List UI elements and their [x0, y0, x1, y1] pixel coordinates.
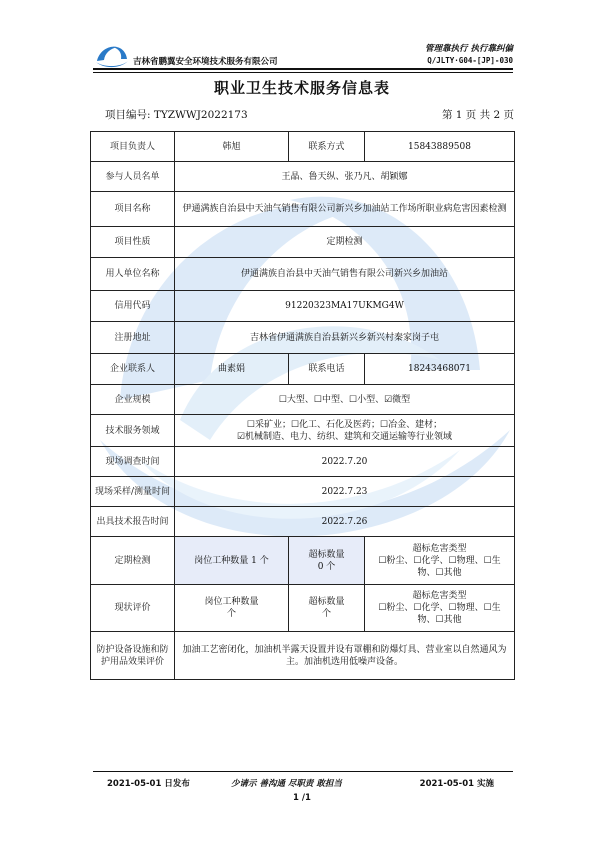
page-header	[0, 0, 604, 80]
sampling-time-value: 2022.7.23	[175, 477, 515, 507]
table-row	[91, 507, 515, 537]
company-logo-icon	[95, 43, 129, 69]
table-row	[91, 291, 515, 322]
survey-time-label: 现场调查时间	[91, 447, 175, 477]
header-rule-thick	[93, 68, 513, 70]
page-title: 职业卫生技术服务信息表	[213, 79, 390, 97]
status-exceed-count	[289, 585, 365, 632]
info-table	[90, 131, 515, 680]
survey-time-value: 2022.7.20	[175, 447, 515, 477]
enterprise-contact-label: 企业联系人	[91, 354, 175, 385]
protection-eval-label: 防护设备设施和防护用品效果评价	[91, 632, 175, 680]
protection-eval-value: 加油工艺密闭化，加油机半露天设置并设有罩棚和防爆灯具、营业室以自然通风为主。加油机选用低噪声设备。	[175, 632, 515, 680]
status-hazard-title: 超标危害类型	[412, 591, 467, 601]
table-row	[91, 227, 515, 258]
periodic-posts-value: 岗位工种数量 1 个	[175, 537, 289, 585]
header-rule-thin	[93, 72, 513, 73]
project-name-value: 伊通满族自治县中天油气销售有限公司新兴乡加油站工作场所职业病危害因素检测	[175, 192, 515, 227]
table-row	[91, 632, 515, 680]
footer-rule	[93, 771, 513, 772]
periodic-hazard-types	[365, 537, 515, 585]
footer-page-number: 1 /1	[293, 793, 311, 803]
status-hazard-line-2: 物、☐其他	[417, 615, 462, 625]
table-row	[91, 537, 515, 585]
service-field-line-2: ☑机械制造、电力、纺织、建筑和交通运输等行业领域	[236, 431, 453, 442]
scale-value: ☐大型、☐中型、☐小型、☑微型	[175, 385, 515, 415]
credit-code-value: 91220323MA17UKMG4W	[175, 291, 515, 322]
project-nature-value: 定期检测	[175, 227, 515, 258]
status-eval-label: 现状评价	[91, 585, 175, 632]
table-row	[91, 192, 515, 227]
project-name-label: 项目名称	[91, 192, 175, 227]
status-hazard-line-1: ☐粉尘、☐化学、☐物理、☐生	[378, 603, 501, 613]
periodic-hazard-line-2: 物、☐其他	[417, 567, 462, 578]
participants-label: 参与人员名单	[91, 162, 175, 192]
project-nature-label: 项目性质	[91, 227, 175, 258]
employer-value: 伊通满族自治县中天油气销售有限公司新兴乡加油站	[175, 258, 515, 291]
status-posts-value	[175, 585, 289, 632]
status-exceed-line-2: 个	[321, 609, 331, 619]
footer-motto: 少请示 善沟通 尽职责 敢担当	[231, 779, 342, 789]
table-row	[91, 322, 515, 354]
periodic-exceed-line-1: 超标数量	[308, 549, 345, 560]
employer-label: 用人单位名称	[91, 258, 175, 291]
service-field-label: 技术服务领域	[91, 415, 175, 447]
enterprise-contact-value: 曲素娟	[175, 354, 289, 385]
periodic-hazard-line-1: ☐粉尘、☐化学、☐物理、☐生	[378, 555, 501, 566]
address-value: 吉林省伊通满族自治县新兴乡新兴村秦家岗子屯	[175, 322, 515, 354]
periodic-exceed-count	[289, 537, 365, 585]
report-time-label: 出具技术报告时间	[91, 507, 175, 537]
scale-label: 企业规模	[91, 385, 175, 415]
project-lead-label: 项目负责人	[91, 132, 175, 162]
service-field-line-1: ☐采矿业；☐化工、石化及医药；☐冶金、建材；	[246, 419, 443, 430]
enterprise-phone-label: 联系电话	[289, 354, 365, 385]
contact-value: 15843889508	[365, 132, 515, 162]
implement-date: 2021-05-01 实施	[419, 779, 494, 789]
status-hazard-types	[365, 585, 515, 632]
table-row	[91, 354, 515, 385]
enterprise-phone-value: 18243468071	[365, 354, 515, 385]
table-row	[91, 477, 515, 507]
header-slogan: 管理靠执行 执行靠纠偏	[425, 44, 513, 54]
table-row	[91, 162, 515, 192]
status-posts-line-1: 岗位工种数量	[204, 597, 259, 607]
credit-code-label: 信用代码	[91, 291, 175, 322]
table-row	[91, 585, 515, 632]
periodic-hazard-title: 超标危害类型	[412, 543, 467, 554]
table-row	[91, 447, 515, 477]
participants-value: 王晶、鲁天纵、张乃凡、胡颖娜	[175, 162, 515, 192]
company-name: 吉林省鹏翼安全环境技术服务有限公司	[133, 57, 278, 67]
document-code: Q/JLTY·G04-[JP]-030	[427, 56, 513, 65]
table-row	[91, 415, 515, 447]
address-label: 注册地址	[91, 322, 175, 354]
table-row	[91, 258, 515, 291]
service-field-value	[175, 415, 515, 447]
table-row	[91, 132, 515, 162]
sampling-time-label: 现场采样/测量时间	[91, 477, 175, 507]
page-indicator: 第 1 页 共 2 页	[441, 109, 514, 121]
status-posts-line-2: 个	[226, 609, 236, 619]
contact-label: 联系方式	[289, 132, 365, 162]
periodic-test-label: 定期检测	[91, 537, 175, 585]
project-lead-value: 韩旭	[175, 132, 289, 162]
report-time-value: 2022.7.26	[175, 507, 515, 537]
project-number: 项目编号: TYZWWJ2022173	[105, 109, 248, 121]
table-row	[91, 385, 515, 415]
periodic-exceed-line-2: 0 个	[317, 561, 336, 572]
publish-date: 2021-05-01 日发布	[107, 779, 190, 789]
status-exceed-line-1: 超标数量	[308, 597, 345, 607]
